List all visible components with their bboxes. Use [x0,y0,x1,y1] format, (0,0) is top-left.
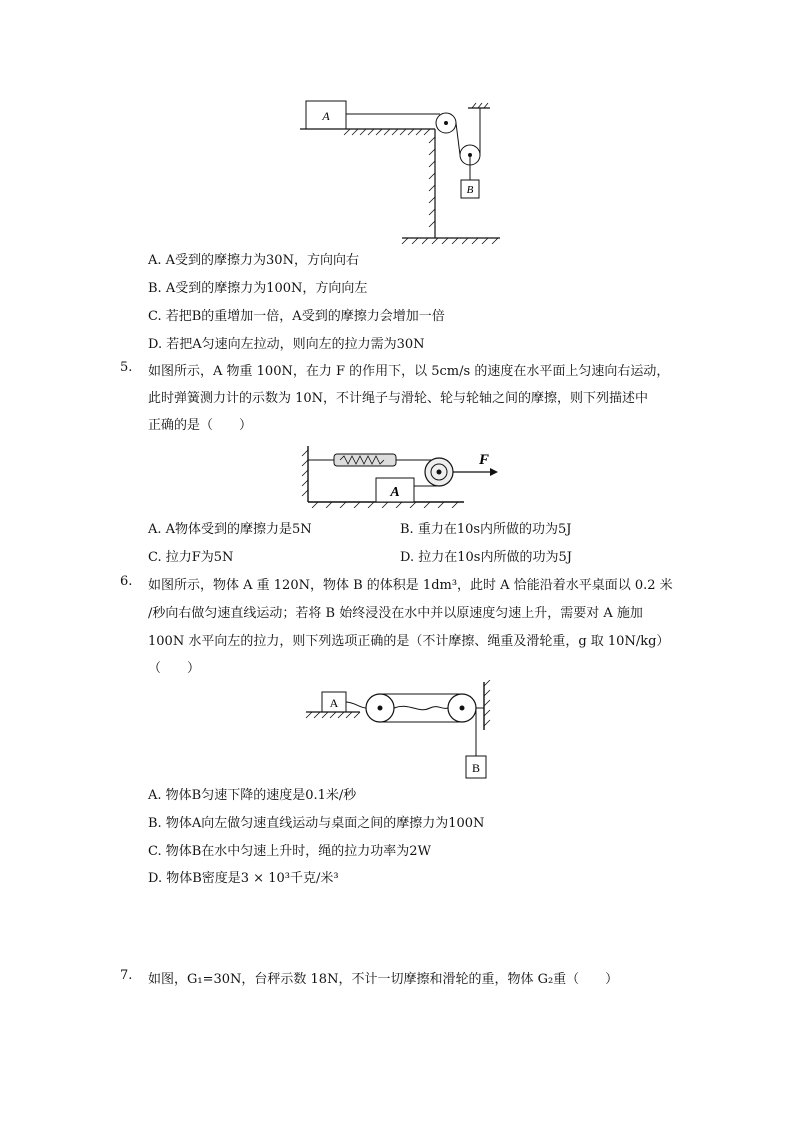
block-b-label: B [471,761,481,775]
q4-option-d: D. 若把A匀速向左拉动，则向左的拉力需为30N [148,337,425,352]
q5-stem-line2: 此时弹簧测力计的示数为 10N，不计绳子与滑轮、轮与轮轴之间的摩擦，则下列描述中 [148,391,649,406]
q6-number: 6. [120,574,133,589]
q6-stem-line1: 如图所示，物体 A 重 120N，物体 B 的体积是 1dm³，此时 A 恰能沿着水平桌面以 0.2 米 [148,578,673,593]
q6-figure [300,680,500,782]
q5-option-b: B. 重力在10s内所做的功为5J [400,522,572,537]
q6-stem-line3: 100N 水平向左的拉力，则下列选项正确的是（不计摩擦、绳重及滑轮重，g 取 10N/kg） [148,634,670,649]
spring-scale [334,454,396,466]
block-a-label: A [329,696,339,710]
wall-hatching [429,137,435,227]
q7-number: 7. [120,968,133,983]
table-hatching [344,129,430,135]
q7-stem-line1: 如图，G₁=30N，台秤示数 18N，不计一切摩擦和滑轮的重，物体 G₂重（ ） [148,972,619,987]
q5-option-c: C. 拉力F为5N [148,550,234,565]
q6-stem-line2: /秒向右做匀速直线运动；若将 B 始终浸没在水中并以原速度匀速上升，需要对 A 施加 [148,606,643,621]
ground-hatching [402,238,498,244]
force-arrow [490,468,498,476]
q6-option-b: B. 物体A向左做匀速直线运动与桌面之间的摩擦力为100N [148,816,485,831]
q4-option-a: A. A受到的摩擦力为30N，方向向右 [148,253,359,268]
q5-stem-line3: 正确的是（ ） [148,418,253,433]
q5-option-d: D. 拉力在10s内所做的功为5J [400,550,572,565]
q5-figure [294,442,504,508]
block-b-label: B [466,184,474,196]
block-a-label: A [390,485,400,500]
block-a-label: A [322,109,330,123]
q5-number: 5. [120,360,133,375]
q6-stem-line4: （ ） [148,661,201,676]
force-label: F [478,452,490,468]
q5-stem-line1: 如图所示，A 物重 100N，在力 F 的作用下，以 5cm/s 的速度在水平面上匀速向右运动， [148,364,670,379]
q4-option-c: C. 若把B的重增加一倍，A受到的摩擦力会增加一倍 [148,309,445,324]
q6-option-d: D. 物体B密度是3 × 10³千克/米³ [148,871,339,886]
q6-option-c: C. 物体B在水中匀速上升时，绳的拉力功率为2W [148,844,431,859]
q4-figure [290,95,510,250]
q4-option-b: B. A受到的摩擦力为100N，方向向左 [148,281,368,296]
q5-option-a: A. A物体受到的摩擦力是5N [148,522,312,537]
q6-option-a: A. 物体B匀速下降的速度是0.1米/秒 [148,788,357,803]
